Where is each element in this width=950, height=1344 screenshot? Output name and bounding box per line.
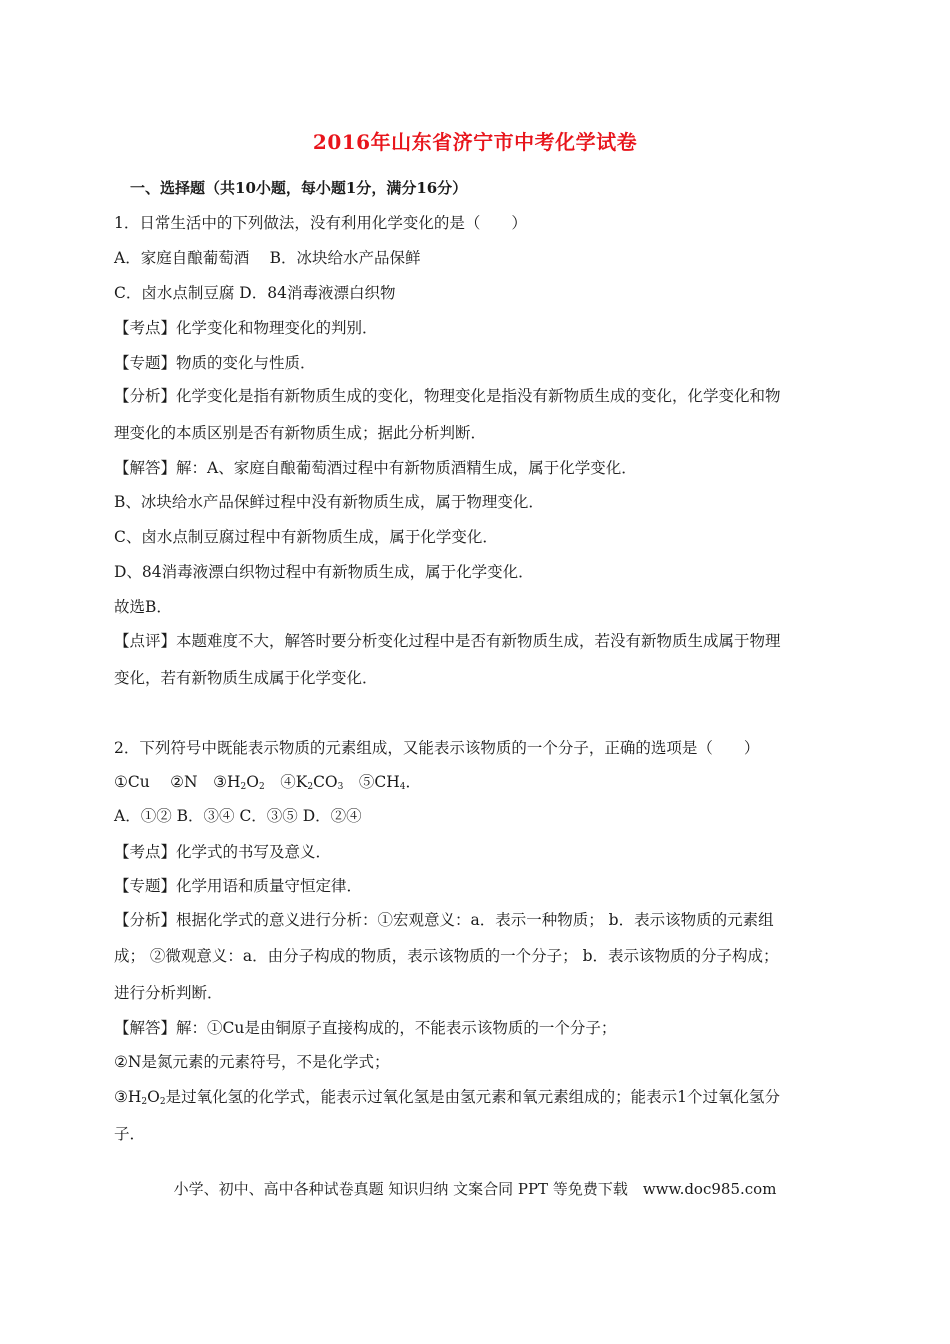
q2-zhuanti: 【专题】化学用语和质量守恒定律． (114, 877, 363, 895)
q1-kaodian: 【考点】化学变化和物理变化的判别． (114, 319, 378, 337)
q1-fenxi-line2: 理变化的本质区别是否有新物质生成；据此分析判断． (114, 424, 487, 442)
page-title: 2016年山东省济宁市中考化学试卷 (312, 130, 638, 154)
section-heading: 一、选择题（共10小题，每小题1分，满分16分） (130, 179, 468, 197)
q1-dianping-line1: 【点评】本题难度不大，解答时要分析变化过程中是否有新物质生成，若没有新物质生成属于物理 (114, 632, 781, 650)
q1-answer: 故选B． (114, 598, 172, 616)
q2-jieda-line3: $③H_2O_2$是过氧化氢的化学式，能表示过氧化氢是由氢元素和氧元素组成的；能表示1个过氧化氢分 (114, 1088, 780, 1107)
q1-zhuanti: 【专题】物质的变化与性质． (114, 354, 316, 372)
q1-options-ab: A．家庭自酿葡萄酒 B．冰块给水产品保鲜 (114, 249, 421, 267)
q2-stem: 2．下列符号中既能表示物质的元素组成，又能表示该物质的一个分子，正确的选项是（ ） (114, 739, 760, 757)
q2-kaodian: 【考点】化学式的书写及意义． (114, 843, 332, 861)
q2-fenxi-line2: 成； ②微观意义：a．由分子构成的物质，表示该物质的一个分子； b．表示该物质的分子构成； (114, 947, 779, 965)
q2-options: A．①② B．③④ C．③⑤ D．②④ (114, 807, 362, 825)
q1-jieda-line2: B、冰块给水产品保鲜过程中没有新物质生成，属于物理变化． (114, 493, 544, 511)
q1-jieda-line1: 【解答】解：A、家庭自酿葡萄酒过程中有新物质酒精生成，属于化学变化． (114, 459, 637, 477)
q2-fenxi-line1: 【分析】根据化学式的意义进行分析：①宏观意义：a．表示一种物质； b．表示该物质的元素组 (114, 911, 774, 929)
q2-jieda-line2: ②N是氮元素的元素符号，不是化学式； (114, 1053, 390, 1071)
q1-dianping-line2: 变化，若有新物质生成属于化学变化． (114, 669, 378, 687)
q1-jieda-line4: D、84消毒液漂白织物过程中有新物质生成，属于化学变化． (114, 563, 534, 581)
q1-options-cd: C．卤水点制豆腐 D．84消毒液漂白织物 (114, 284, 396, 302)
q2-symbols: ①Cu ②N $③H_2O_2$ $④K_2CO_3$ $⑤CH_4$． (114, 773, 422, 792)
q1-jieda-line3: C、卤水点制豆腐过程中有新物质生成，属于化学变化． (114, 528, 498, 546)
q2-jieda-line4: 子． (114, 1125, 146, 1143)
q1-fenxi-line1: 【分析】化学变化是指有新物质生成的变化，物理变化是指没有新物质生成的变化，化学变化和物 (114, 387, 781, 405)
q2-jieda-line1: 【解答】解：①Cu是由铜原子直接构成的，不能表示该物质的一个分子； (114, 1019, 617, 1037)
page-footer: 小学、初中、高中各种试卷真题 知识归纳 文案合同 PPT 等免费下载 www.doc985.com (173, 1180, 777, 1198)
q2-fenxi-line3: 进行分析判断． (114, 984, 223, 1002)
q1-stem: 1．日常生活中的下列做法，没有利用化学变化的是（ ） (114, 214, 527, 232)
